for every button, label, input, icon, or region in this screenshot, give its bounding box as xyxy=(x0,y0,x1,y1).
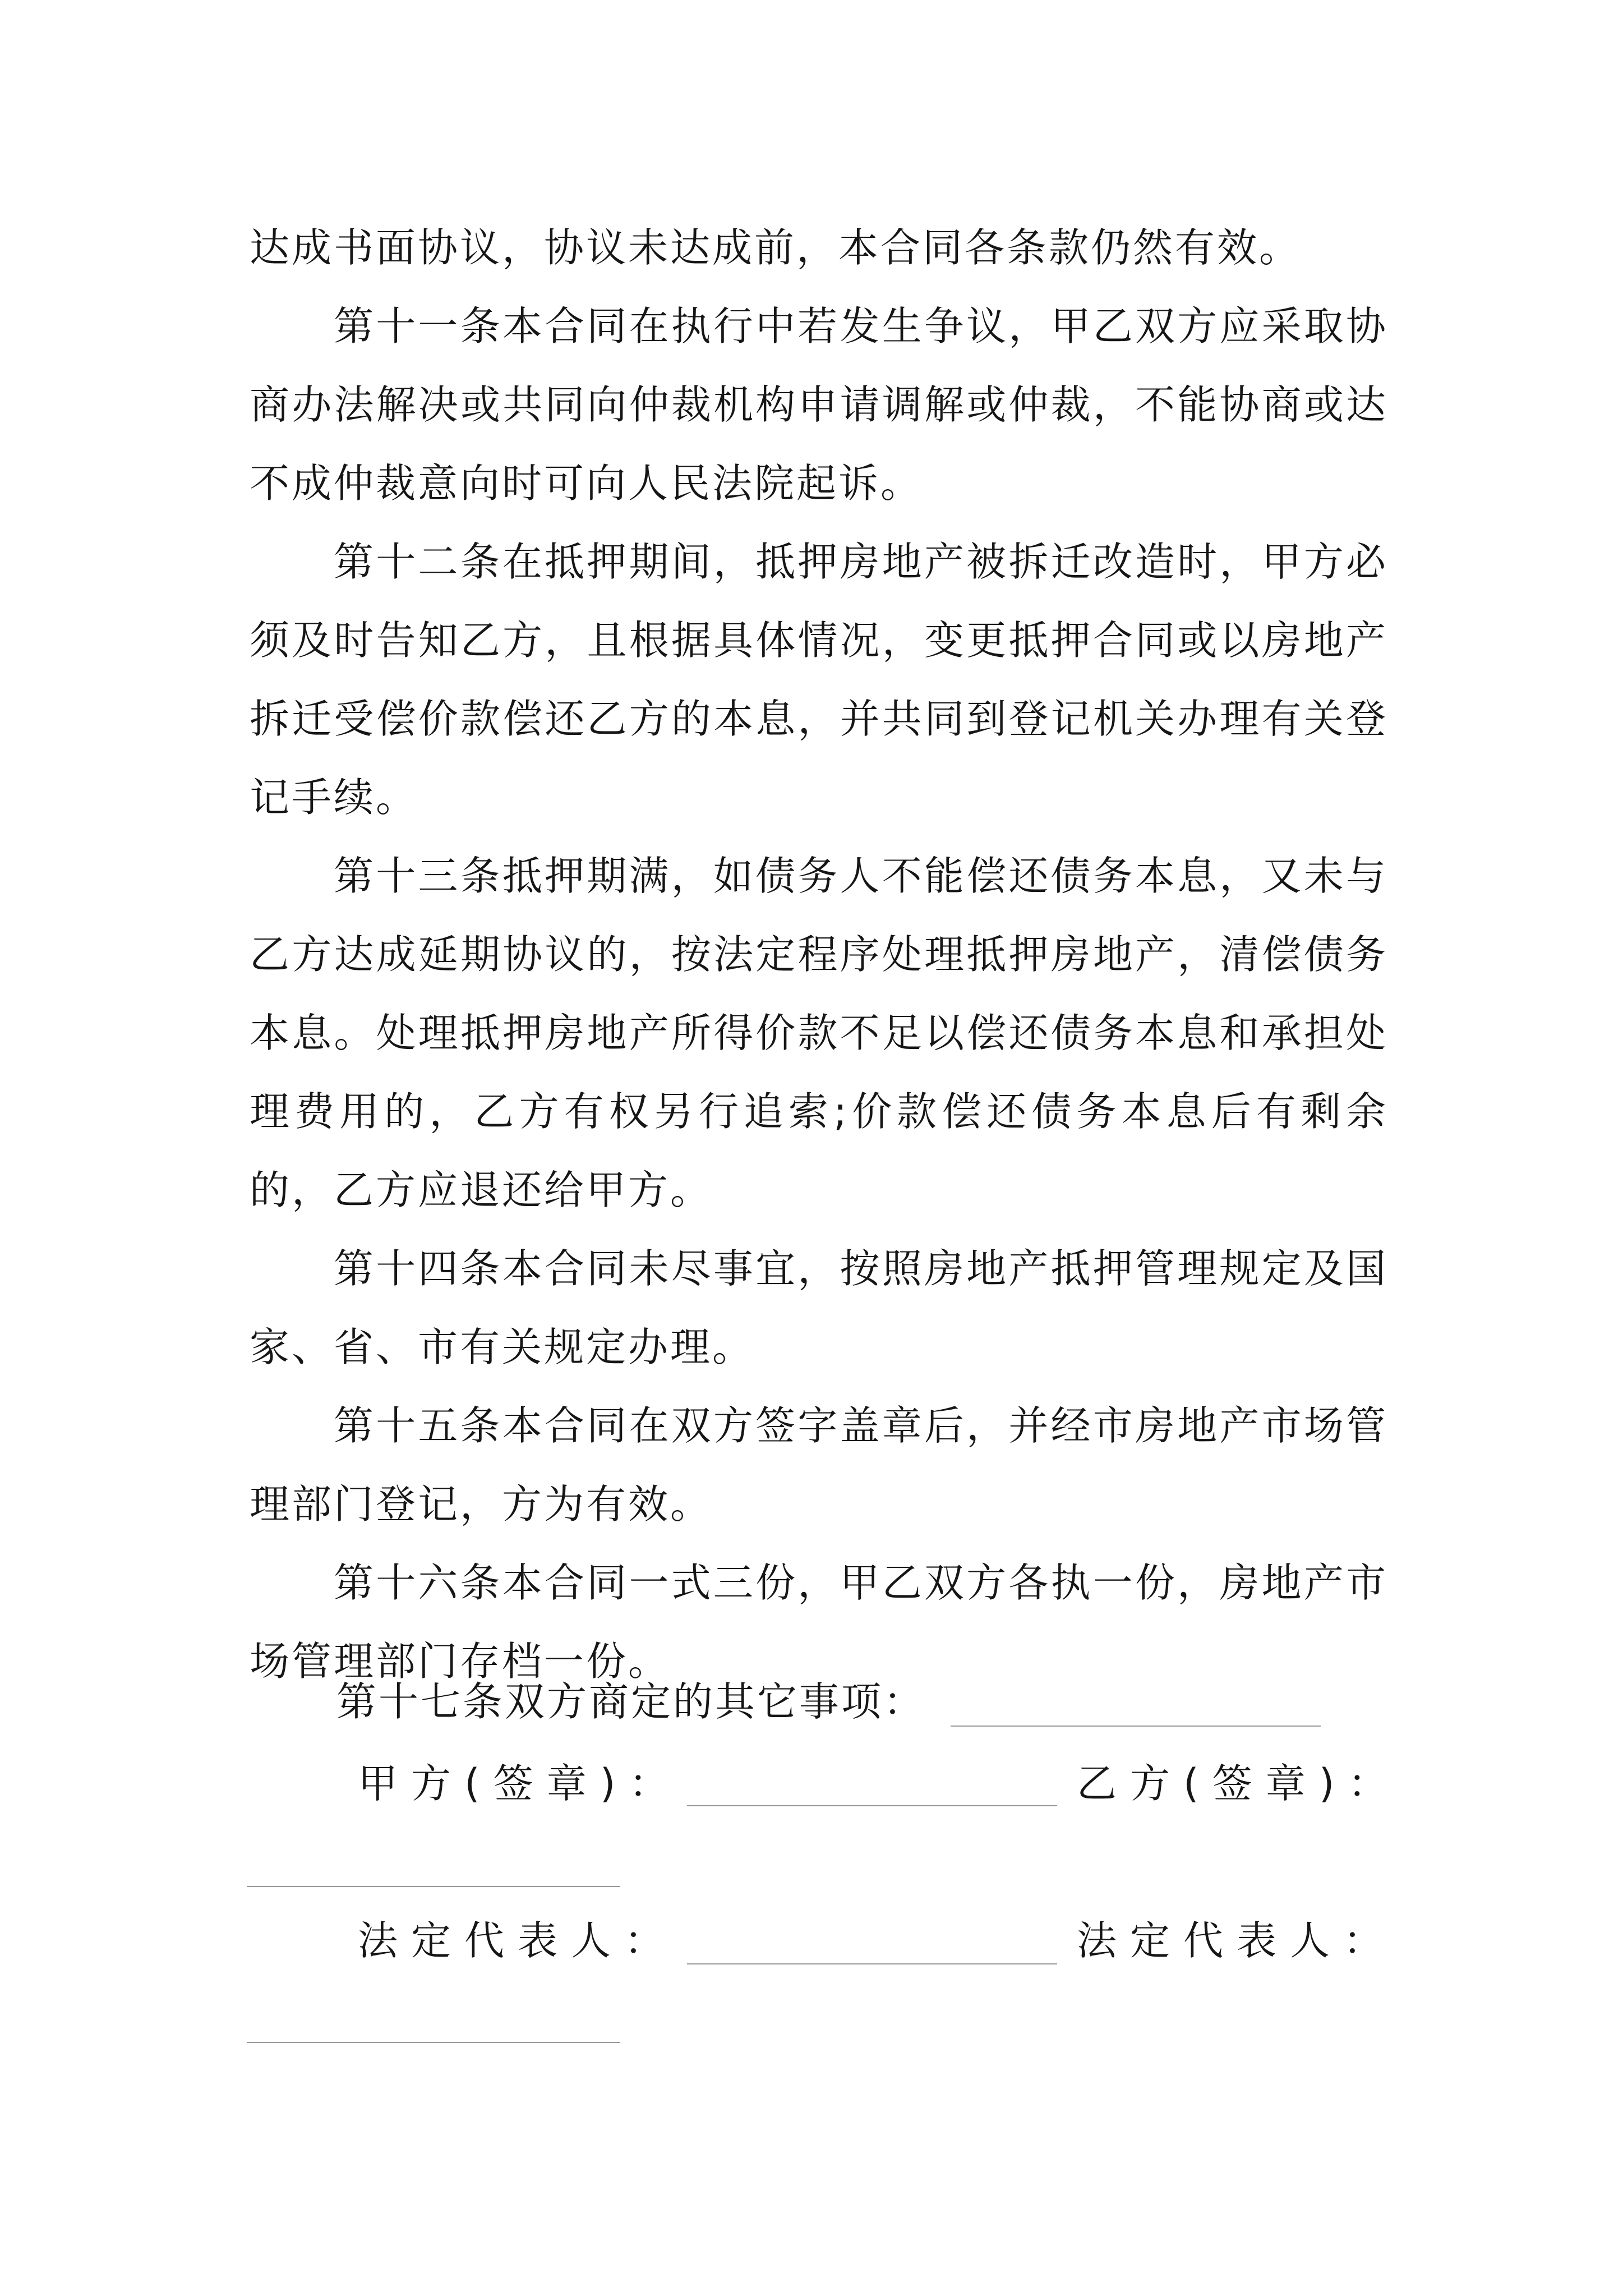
contract-body xyxy=(250,209,1388,1701)
article-11: 第十一条本合同在执行中若发生争议，甲乙双方应采取协商办法解决或共同向仲裁机构申请调解或仲裁，不能协商或达不成仲裁意向时可向人民法院起诉。 xyxy=(250,303,1388,507)
other-matters-blank xyxy=(951,1726,1321,1727)
rep-a-blank xyxy=(687,1963,1057,1964)
article-16: 第十六条本合同一式三份，甲乙双方各执一份，房地产市场管理部门存档一份。 xyxy=(250,1559,1388,1685)
rep-a-label: 法定代表人： xyxy=(358,1917,678,1964)
paragraph-continuation: 达成书面协议，协议未达成前，本合同各条款仍然有效。 xyxy=(250,224,1302,271)
party-b-signature-blank xyxy=(247,1886,620,1887)
party-b-signature-label: 乙方(签章)： xyxy=(1077,1760,1401,1807)
article-17-label: 第十七条双方商定的其它事项： xyxy=(336,1678,926,1725)
article-12: 第十二条在抵押期间，抵押房地产被拆迁改造时，甲方必须及时告知乙方，且根据具体情况，变更抵押合同或以房地产拆迁受偿价款偿还乙方的本息，并共同到登记机关办理有关登记手续。 xyxy=(250,539,1388,821)
party-a-signature-label: 甲方(签章)： xyxy=(358,1760,683,1807)
rep-b-label: 法定代表人： xyxy=(1077,1917,1397,1964)
article-13: 第十三条抵押期满，如债务人不能偿还债务本息，又未与乙方达成延期协议的，按法定程序处理抵押房地产，清偿债务本息。处理抵押房地产所得价款不足以偿还债务本息和承担处理费用的，乙方有权另行追索;价款偿还债务本息后有剩余的，乙方应退还给甲方。 xyxy=(250,853,1388,1213)
article-14: 第十四条本合同未尽事宜，按照房地产抵押管理规定及国家、省、市有关规定办理。 xyxy=(250,1245,1388,1370)
article-15: 第十五条本合同在双方签字盖章后，并经市房地产市场管理部门登记，方为有效。 xyxy=(250,1402,1388,1527)
party-a-signature-blank xyxy=(687,1805,1057,1806)
rep-b-blank xyxy=(247,2042,620,2043)
